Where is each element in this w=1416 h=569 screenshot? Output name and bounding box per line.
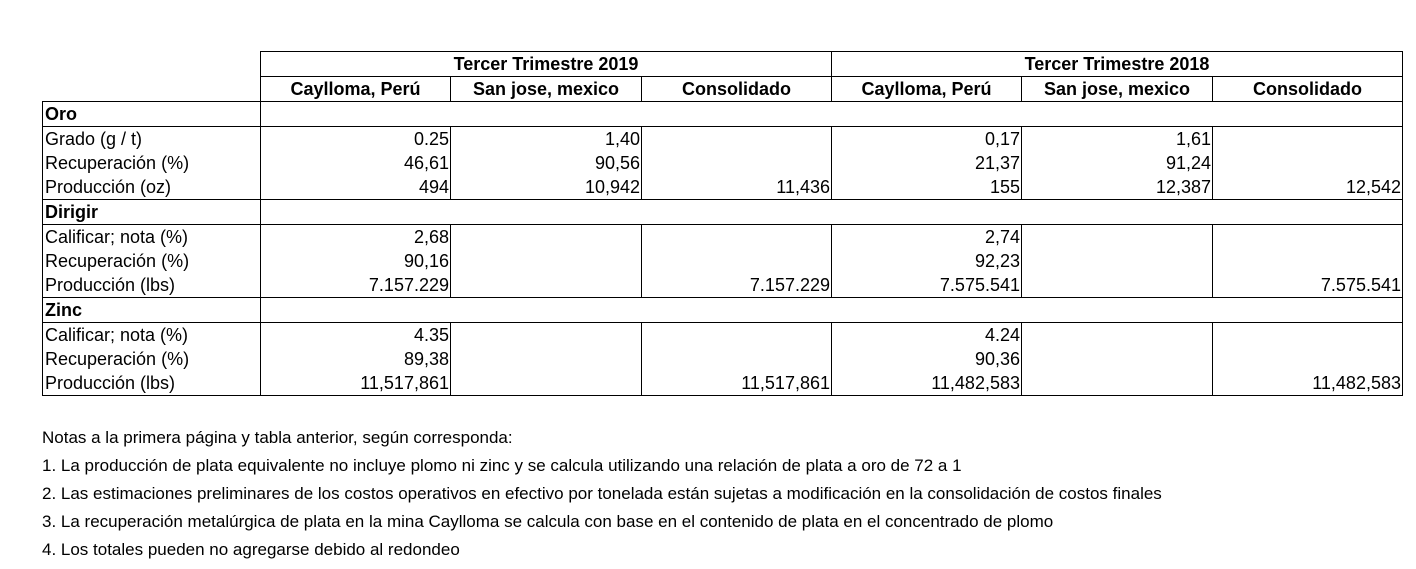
- section-header-row: [43, 298, 1403, 323]
- table-cell: 11,517,861: [261, 371, 451, 396]
- table-cell: 10,942: [451, 175, 642, 200]
- table-cell: 4.35: [261, 323, 451, 348]
- table-cell: 11,517,861: [642, 371, 832, 396]
- table-row: [43, 347, 1403, 371]
- table-cell: 21,37: [832, 151, 1022, 175]
- table-cell: [1213, 127, 1403, 152]
- table-cell: 0.25: [261, 127, 451, 152]
- table-row: [43, 151, 1403, 175]
- table-cell: [1213, 249, 1403, 273]
- table-cell: [642, 249, 832, 273]
- notes-title: Notas a la primera página y tabla anterior, según corresponda:: [42, 428, 513, 447]
- column-header: Caylloma, Perú: [832, 77, 1022, 102]
- section-spacer: [261, 298, 1403, 323]
- table-cell: 89,38: [261, 347, 451, 371]
- period-header-row: [43, 52, 1403, 77]
- note-item: 4. Los totales pueden no agregarse debido al redondeo: [42, 540, 460, 559]
- table-cell: [1213, 347, 1403, 371]
- column-header: Consolidado: [1213, 77, 1403, 102]
- table-cell: 91,24: [1022, 151, 1213, 175]
- table-cell: [1022, 249, 1213, 273]
- table-row: [43, 273, 1403, 298]
- table-cell: [1022, 273, 1213, 298]
- table-cell: 7.575.541: [832, 273, 1022, 298]
- table-cell: 2,74: [832, 225, 1022, 250]
- production-table: [42, 51, 1403, 396]
- table-cell: 90,56: [451, 151, 642, 175]
- table-cell: [1022, 323, 1213, 348]
- table-cell: 155: [832, 175, 1022, 200]
- section-spacer: [261, 200, 1403, 225]
- row-label: Producción (oz): [43, 175, 261, 200]
- notes-block: [42, 424, 1402, 564]
- table-row: [43, 249, 1403, 273]
- note-item: 2. Las estimaciones preliminares de los costos operativos en efectivo por tonelada están sujetas a modificación en la consolidación de costos finales: [42, 484, 1162, 503]
- section-header-row: [43, 102, 1403, 127]
- table-cell: 7.157.229: [261, 273, 451, 298]
- table-cell: 4.24: [832, 323, 1022, 348]
- column-header: Caylloma, Perú: [261, 77, 451, 102]
- table-cell: [642, 127, 832, 152]
- section-header-row: [43, 200, 1403, 225]
- table-cell: 12,387: [1022, 175, 1213, 200]
- table-cell: 11,482,583: [1213, 371, 1403, 396]
- table-cell: 11,482,583: [832, 371, 1022, 396]
- table-cell: 11,436: [642, 175, 832, 200]
- table-cell: 92,23: [832, 249, 1022, 273]
- table-cell: [451, 371, 642, 396]
- table-cell: 494: [261, 175, 451, 200]
- note-item: 1. La producción de plata equivalente no incluye plomo ni zinc y se calcula utilizando una relación de plata a oro de 72 a 1: [42, 456, 962, 475]
- header-corner: [43, 77, 261, 102]
- table-cell: 1,61: [1022, 127, 1213, 152]
- section-title: Zinc: [43, 298, 261, 323]
- table-cell: [451, 347, 642, 371]
- table-cell: [451, 225, 642, 250]
- table-cell: [451, 249, 642, 273]
- period-header: Tercer Trimestre 2019: [261, 52, 832, 77]
- table-row: [43, 127, 1403, 152]
- section-title: Dirigir: [43, 200, 261, 225]
- note-item: 3. La recuperación metalúrgica de plata en la mina Caylloma se calcula con base en el contenido de plata en el concentrado de plomo: [42, 512, 1054, 531]
- table-row: [43, 225, 1403, 250]
- row-label: Calificar; nota (%): [43, 225, 261, 250]
- table-cell: 1,40: [451, 127, 642, 152]
- column-header: San jose, mexico: [1022, 77, 1213, 102]
- table-cell: 90,16: [261, 249, 451, 273]
- row-label: Calificar; nota (%): [43, 323, 261, 348]
- table-row: [43, 323, 1403, 348]
- table-cell: [451, 323, 642, 348]
- header-corner: [43, 52, 261, 77]
- row-label: Recuperación (%): [43, 347, 261, 371]
- table-cell: 2,68: [261, 225, 451, 250]
- row-label: Producción (lbs): [43, 273, 261, 298]
- table-cell: [642, 323, 832, 348]
- period-header: Tercer Trimestre 2018: [832, 52, 1403, 77]
- table-cell: [642, 225, 832, 250]
- row-label: Recuperación (%): [43, 151, 261, 175]
- table-cell: 7.157.229: [642, 273, 832, 298]
- table-cell: 46,61: [261, 151, 451, 175]
- table-row: [43, 371, 1403, 396]
- table-cell: 12,542: [1213, 175, 1403, 200]
- table-cell: 7.575.541: [1213, 273, 1403, 298]
- table-cell: [642, 151, 832, 175]
- section-title: Oro: [43, 102, 261, 127]
- column-header: Consolidado: [642, 77, 832, 102]
- table-cell: [1213, 151, 1403, 175]
- table-cell: [1022, 225, 1213, 250]
- table-cell: [1213, 225, 1403, 250]
- table-cell: [1213, 323, 1403, 348]
- section-spacer: [261, 102, 1403, 127]
- table-cell: 0,17: [832, 127, 1022, 152]
- table-cell: 90,36: [832, 347, 1022, 371]
- column-header: San jose, mexico: [451, 77, 642, 102]
- table-cell: [1022, 347, 1213, 371]
- table-cell: [1022, 371, 1213, 396]
- table-row: [43, 175, 1403, 200]
- table-cell: [451, 273, 642, 298]
- row-label: Producción (lbs): [43, 371, 261, 396]
- row-label: Recuperación (%): [43, 249, 261, 273]
- table-cell: [642, 347, 832, 371]
- column-header-row: [43, 77, 1403, 102]
- row-label: Grado (g / t): [43, 127, 261, 152]
